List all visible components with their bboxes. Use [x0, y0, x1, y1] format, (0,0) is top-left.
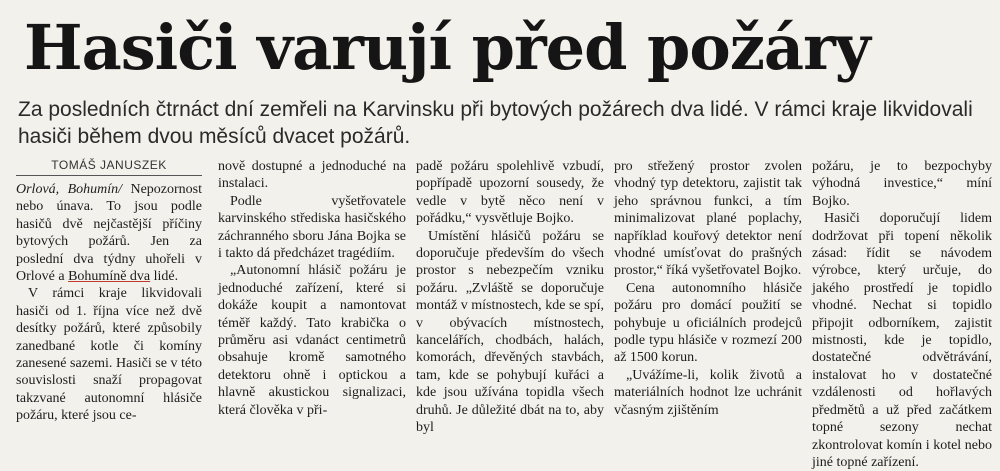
- author-byline: TOMÁŠ JANUSZEK: [16, 158, 202, 176]
- column-2-paragraph-2: Podle vyšetřovatele karvinského střediska hasičského záchranného sboru Jána Bojka se i takto dá předcházet tragédiím.: [218, 193, 406, 262]
- column-1-paragraph-1-text: Nepozornost nebo únava. To jsou podle hasičů dvě nejčastější příčiny bytových požárů. Jen za poslední dva týdny uhořeli v Orlové a: [16, 182, 202, 285]
- column-2-paragraph-3: „Autonomní hlásič požáru je jednoduché zařízení, které si dokáže koupit a namontovat téměř každý. Tato krabička o průměru asi vdanáct centimetrů obsahuje kromě samotného detektoru ohně i optickou a hlavně akustickou signalizaci, která člověka v při-: [218, 263, 406, 418]
- column-4-paragraph-1: pro střežený prostor zvolen vhodný typ detektoru, zajistit tak jeho správnou funkci, a tím minimalizovat plané poplachy, například kouřový detektor není vhodné umísťovat do prašných prostor,“ říká vyšetřovatel Bojko.: [614, 159, 802, 279]
- article-column-5: [812, 158, 992, 470]
- article-column-4: [614, 158, 802, 416]
- lead-paragraph: Za posledních čtrnáct dní zemřeli na Karvinsku při bytových požárech dva lidé. V rámci kraje likvidovali hasiči během dvou měsíců dvacet požárů.: [18, 98, 973, 148]
- column-4-paragraph-3: „Uvážíme-li, kolik životů a materiálních hodnot lze uchránit včasným zjištěním: [614, 367, 802, 418]
- column-3-paragraph-1: padě požáru spolehlivě vzbudí, popřípadě upozorní sousedy, že vedle v bytě něco není v pořádku,“ vysvětluje Bojko.: [416, 159, 604, 227]
- article-column-2: [218, 158, 406, 416]
- column-3-paragraph-2: Umístění hlásičů požáru se doporučuje především do všech prostor s nebezpečím vzniku požáru. „Zvláště se doporučuje montáž v místnostech, kde se spí, v obývacích místnostech, kancelářích, chodbách, halách, komorách, dřevěných stavbách, tam, kde se pohybují kuřáci a kde jsou užívána topidla všech druhů. Je důležité dbát na to, aby byl: [416, 228, 604, 436]
- column-1-paragraph-1-end: lidé.: [153, 269, 179, 285]
- column-1-paragraph-2: V rámci kraje likvidovali hasiči od 1. října více než dvě desítky požárů, které způsobily zanedbané kotle či komíny zanesené sazemi. Hasiči se v této souvislosti snaží propagovat takzvané autonomní hlásiče požáru, které jsou ce-: [16, 286, 202, 424]
- article-column-1: [16, 158, 202, 424]
- article-column-3: [416, 158, 604, 436]
- dateline: Orlová, Bohumín/: [16, 182, 123, 197]
- underlined-phrase: Bohumíně dva: [68, 269, 151, 285]
- column-1-paragraph-1: [16, 181, 202, 285]
- column-2-paragraph-1: nově dostupné a jednoduché na instalaci.: [218, 159, 406, 192]
- column-4-paragraph-2: Cena autonomního hlásiče požáru pro domácí použití se pohybuje u oficiálních prodejců podle typu hlásiče v rozmezí 200 až 1500 korun.: [614, 280, 802, 366]
- headline: Hasiči varují před požáry: [24, 11, 870, 84]
- column-5-paragraph-1: požáru, je to bezpochyby výhodná investice,“ míní Bojko.: [812, 159, 992, 209]
- column-5-paragraph-2: Hasiči doporučují lidem dodržovat při topení několik zásad: řídit se návodem výrobce, který určuje, do jakého prostředí je topidlo vhodné. Nechat si topidlo připojit odborníkem, zajistit mistnosti, kde je topidlo, dostatečné odvětrávání, instalovat ho v dostatečné vzdálenosti od hořlavých předmětů a už před začátkem topné sezony nechat zkontrolovat komín i kotel nebo jiné topné zařízení.: [812, 211, 992, 470]
